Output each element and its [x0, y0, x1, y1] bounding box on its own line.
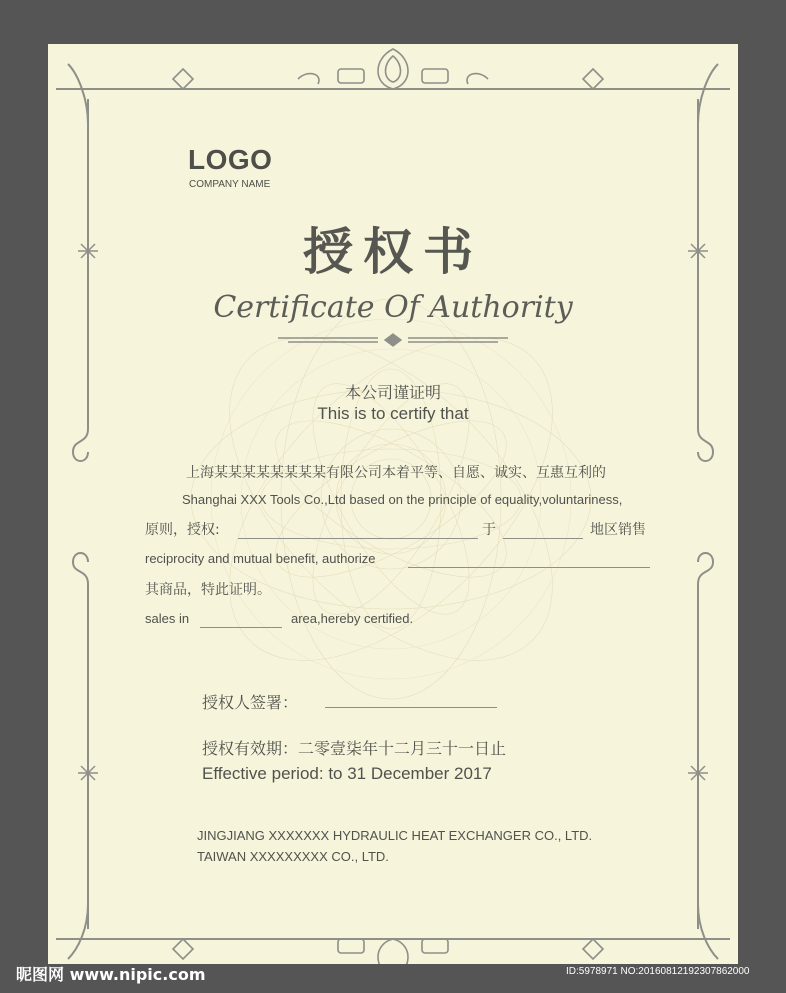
validity-chinese: 授权有效期：二零壹柒年十二月三十一日止	[202, 739, 507, 758]
authorize-en-blank	[408, 567, 650, 568]
certificate-title: 授权书	[303, 222, 483, 281]
title-divider	[278, 334, 508, 346]
issuer-company-1: JINGJIANG XXXXXXX HYDRAULIC HEAT EXCHANGER CO., LTD.	[197, 828, 593, 843]
certify-english: This is to certify that	[317, 404, 469, 423]
validity-english: Effective period: to 31 December 2017	[202, 764, 492, 783]
certificate-subtitle: Certificate Of Authority	[213, 290, 573, 325]
certificate-page	[48, 44, 738, 964]
region-blank	[503, 538, 583, 539]
logo-text: LOGO	[188, 144, 273, 175]
signature-blank	[325, 707, 497, 708]
body-line2-cn-end: 地区销售	[590, 522, 646, 538]
sales-area-blank	[200, 627, 282, 628]
authorizee-blank	[238, 538, 478, 539]
signature-label: 授权人签署：	[202, 693, 299, 712]
image-id-watermark: ID:5978971 NO:20160812192307862000	[566, 966, 750, 977]
certify-chinese: 本公司谨证明	[344, 383, 441, 402]
body-line4-cn: 其商品，特此证明。	[145, 582, 271, 598]
site-watermark: 昵图网 www.nipic.com	[16, 965, 206, 984]
body-line2-cn-mid: 于	[482, 522, 496, 538]
body-line5-en-start: sales in	[145, 611, 190, 626]
body-line3-en: reciprocity and mutual benefit, authorize	[145, 551, 376, 566]
body-line1-en: Shanghai XXX Tools Co.,Ltd based on the principle of equality,voluntariness,	[182, 492, 623, 507]
body-line5-en-end: area,hereby certified.	[291, 611, 414, 626]
company-name-label: COMPANY NAME	[189, 179, 271, 190]
body-line1-cn: 上海某某某某某某某某有限公司本着平等、自愿、诚实、互惠互利的	[186, 465, 606, 481]
body-line2-cn-start: 原则，授权:	[145, 522, 220, 538]
issuer-company-2: TAIWAN XXXXXXXXX CO., LTD.	[197, 849, 389, 864]
